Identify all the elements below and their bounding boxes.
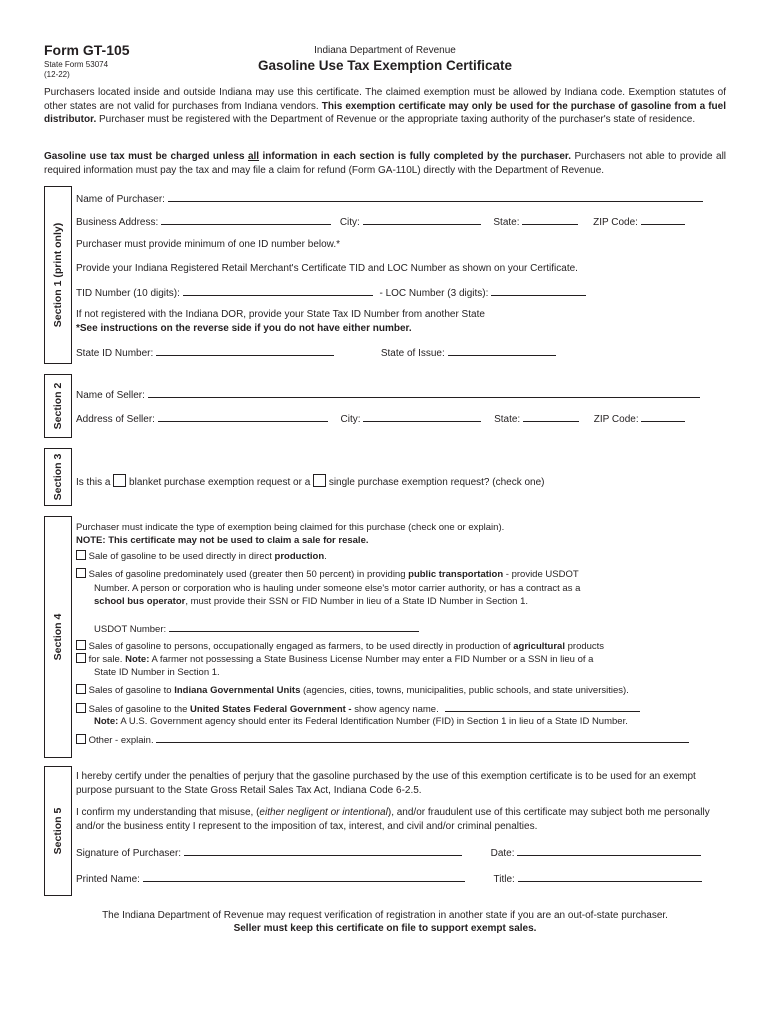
printed-name-row [76,872,702,887]
school-bus-operator: school bus operator [94,596,186,607]
title-field[interactable] [518,872,702,882]
confirmation-text [76,806,726,833]
purchaser-name-row [76,192,703,207]
production-label: Sale of gasoline to be used directly in direct [88,551,272,562]
transportation-line-3 [94,595,528,608]
seller-zip-label: ZIP Code: [593,414,639,425]
agricultural-products: products [567,641,605,652]
single-checkbox[interactable] [313,474,326,487]
other-checkbox[interactable] [76,734,86,744]
city-label: City: [339,217,360,228]
option-federal [76,702,640,716]
provide-tid-note: Provide your Indiana Registered Retail Merchant's Certificate TID and LOC Number as shown on your Certificate. [76,263,578,274]
option-production [76,550,327,563]
state-field[interactable] [522,215,578,225]
transportation-line-3-text: , must provide their SSN or FID Number in lieu of a State ID Number in Section 1. [185,596,528,607]
governmental-bold: Indiana Governmental Units [174,685,301,696]
revision-date: (12-22) [44,70,70,79]
section-2-label: Section 2 [52,382,64,430]
agricultural-for-sale: for sale. [88,654,123,665]
usdot-row [94,622,419,636]
seller-city-label: City: [340,414,361,425]
state-of-issue-field[interactable] [448,346,556,356]
seller-address-field[interactable] [158,412,328,422]
governmental-text: (agencies, cities, towns, municipalities, public schools, and state universities). [303,685,629,696]
department-name: Indiana Department of Revenue [314,45,456,56]
city-field[interactable] [363,215,481,225]
min-id-note: Purchaser must provide minimum of one ID number below.* [76,239,341,250]
confirm-italic: either negligent or intentional [259,807,388,818]
state-of-issue-label: State of Issue: [380,348,445,359]
seller-address-label: Address of Seller: [76,414,155,425]
section-4-label: Section 4 [52,613,64,661]
federal-note-text: A U.S. Government agency should enter its Federal Identification Number (FID) in Section 1 in lieu of a State ID Number. [120,716,628,727]
purchase-type-row [76,474,545,490]
agricultural-line-2 [76,653,593,666]
seller-zip-field[interactable] [641,412,685,422]
federal-checkbox[interactable] [76,703,86,713]
seller-address-row [76,412,685,427]
see-instructions-note: *See instructions on the reverse side if you do not have either number. [76,323,412,334]
signature-field[interactable] [184,846,462,856]
notice-text: Purchasers not able to provide all required information must pay the tax and may file a claim for refund (Form GA-110L) directly with the Department of Revenue. [44,151,727,176]
transportation-label: Sales of gasoline predominately used (greater then 50 percent) in providing [88,569,406,580]
purchaser-name-field[interactable] [168,192,703,202]
loc-label: - LOC Number (3 digits): [379,288,489,299]
exemption-intro: Purchaser must indicate the type of exemption being claimed for this purchase (check one or explain). [76,522,505,533]
section-1-tab [44,186,72,364]
printed-name-field[interactable] [143,872,465,882]
governmental-checkbox[interactable] [76,684,86,694]
federal-bold: United States Federal Government - [190,704,352,715]
tid-row [76,286,586,301]
option-governmental [76,684,629,697]
intro-paragraph [44,86,726,127]
transportation-checkbox[interactable] [76,568,86,578]
agency-name-field[interactable] [445,702,640,712]
footer-seller-note: Seller must keep this certificate on file to support exempt sales. [233,923,537,934]
agricultural-line-3: State ID Number in Section 1. [94,667,220,678]
seller-name-label: Name of Seller: [76,390,145,401]
single-label: single purchase exemption request? (check one) [328,477,545,488]
agricultural-checkbox-2[interactable] [76,653,86,663]
option-transportation [76,568,579,581]
option-agricultural [76,640,604,653]
signature-label: Signature of Purchaser: [76,848,182,859]
production-checkbox[interactable] [76,550,86,560]
business-address-label: Business Address: [76,217,159,228]
federal-note [94,715,628,728]
blanket-checkbox[interactable] [113,474,126,487]
state-label: State: [493,217,520,228]
option-other [76,733,689,747]
title-label: Title: [493,874,515,885]
business-address-row [76,215,685,230]
business-address-field[interactable] [161,215,331,225]
notice-bold-b: information in each section is fully completed by the purchaser. [262,151,572,162]
governmental-label: Sales of gasoline to [88,685,172,696]
tax-notice-paragraph [44,150,726,177]
date-field[interactable] [517,846,701,856]
confirm-text-b: ), and/or fraudulent use of this certificate may subject both me personally and/or the business entity I represent to the imposition of tax, interest, and civil and/or criminal penalties. [76,807,710,832]
footer-verification: The Indiana Department of Revenue may request verification of registration in another state if you are an out-of-state purchaser. [102,910,668,921]
purchaser-name-label: Name of Purchaser: [76,194,165,205]
certification-text: I hereby certify under the penalties of perjury that the gasoline purchased by the use of this exemption certificate is to be used for an exempt purpose pursuant to the State Gross Retail Sales Tax Act, Indiana Code 6-2.5. [76,771,696,796]
section-1-label: Section 1 (print only) [52,222,64,328]
date-label: Date: [490,848,515,859]
seller-name-row [76,388,700,403]
notice-all: all [247,151,260,162]
section-3-tab [44,448,72,506]
usdot-field[interactable] [169,622,419,632]
tid-field[interactable] [183,286,373,296]
confirm-text-a: I confirm my understanding that misuse, ( [76,807,260,818]
section-5-label: Section 5 [52,807,64,855]
signature-row [76,846,701,861]
transportation-usdot: - provide USDOT [505,569,579,580]
seller-name-field[interactable] [148,388,700,398]
page-title: Gasoline Use Tax Exemption Certificate [257,58,513,73]
transportation-line-2: Number. A person or corporation who is hauling under someone else's motor carrier authority, or has a contract as a [94,583,581,594]
agricultural-note-text: A farmer not possessing a State Business License Number may enter a FID Number or a SSN in lieu of a [151,654,594,665]
printed-name-label: Printed Name: [76,874,140,885]
federal-note-label: Note: [94,716,119,727]
purchase-type-prefix: Is this a [76,477,111,488]
production-period: . [324,551,327,562]
tid-label: TID Number (10 digits): [76,288,180,299]
notice-bold-a: Gasoline use tax must be charged unless [44,151,245,162]
agricultural-note-label: Note: [125,654,150,665]
resale-note: NOTE: This certificate may not be used to claim a sale for resale. [76,535,369,546]
state-id-label: State ID Number: [76,348,154,359]
intro-bold-text: This exemption certificate may only be used for the purchase of gasoline from a fuel distributor. [44,100,727,125]
zip-field[interactable] [641,215,685,225]
state-id-row [76,346,556,361]
federal-text: show agency name. [354,704,439,715]
transportation-bold: public transportation [408,569,504,580]
not-registered-note: If not registered with the Indiana DOR, provide your State Tax ID Number from another State [76,309,485,320]
section-3-label: Section 3 [52,453,64,501]
blanket-label: blanket purchase exemption request or a [129,477,311,488]
section-2-tab [44,374,72,438]
intro-text: Purchasers located inside and outside Indiana may use this certificate. The claimed exemption must be allowed by Indiana code. Exemption statutes of other states are not valid for purchases from Indiana vendors. [44,87,726,112]
agricultural-bold: agricultural [513,641,565,652]
zip-label: ZIP Code: [593,217,638,228]
state-id-field[interactable] [156,346,334,356]
section-4-tab [44,516,72,758]
intro-text-end: Purchaser must be registered with the Department of Revenue or the appropriate taxing authority of the purchaser's state of residence. [99,114,696,125]
seller-state-field[interactable] [523,412,579,422]
other-explain-field[interactable] [156,733,689,743]
agricultural-checkbox[interactable] [76,640,86,650]
other-label: Other - explain. [88,735,154,746]
seller-city-field[interactable] [363,412,481,422]
state-form-number: State Form 53074 [44,60,109,69]
loc-field[interactable] [491,286,586,296]
production-bold: production [274,551,325,562]
seller-state-label: State: [494,414,521,425]
agricultural-label: Sales of gasoline to persons, occupationally engaged as farmers, to be used directly in production of [88,641,511,652]
usdot-label: USDOT Number: [94,624,167,635]
form-number: Form GT-105 [44,42,130,58]
federal-label: Sales of gasoline to the [88,704,188,715]
section-5-tab [44,766,72,896]
